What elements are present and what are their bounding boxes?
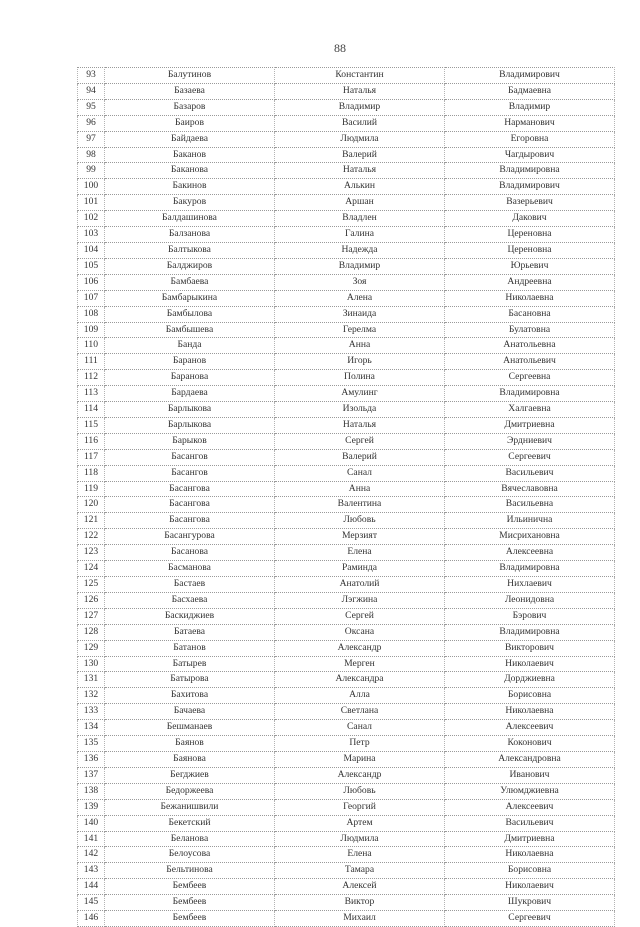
row-number-cell: 107 xyxy=(78,290,105,306)
table-row xyxy=(78,783,615,799)
table-row xyxy=(78,386,615,402)
row-number-cell: 134 xyxy=(78,720,105,736)
first-name-cell: Михаил xyxy=(275,911,445,927)
table-row xyxy=(78,497,615,513)
patronymic-cell: Анатольевна xyxy=(445,338,615,354)
table-row xyxy=(78,179,615,195)
table-row xyxy=(78,704,615,720)
patronymic-cell: Вячеславовна xyxy=(445,481,615,497)
table-row xyxy=(78,640,615,656)
table-row xyxy=(78,751,615,767)
row-number-cell: 101 xyxy=(78,195,105,211)
patronymic-cell: Юрьевич xyxy=(445,258,615,274)
table-row xyxy=(78,274,615,290)
row-number-cell: 94 xyxy=(78,83,105,99)
table-row xyxy=(78,513,615,529)
patronymic-cell: Нарманович xyxy=(445,115,615,131)
patronymic-cell: Николаевич xyxy=(445,879,615,895)
table-row xyxy=(78,831,615,847)
table-row xyxy=(78,99,615,115)
roster-table xyxy=(77,67,615,927)
surname-cell: Банда xyxy=(105,338,275,354)
row-number-cell: 137 xyxy=(78,767,105,783)
table-row xyxy=(78,720,615,736)
table-row xyxy=(78,402,615,418)
table-row xyxy=(78,767,615,783)
row-number-cell: 128 xyxy=(78,624,105,640)
patronymic-cell: Николаевна xyxy=(445,704,615,720)
surname-cell: Бешманаев xyxy=(105,720,275,736)
first-name-cell: Аршан xyxy=(275,195,445,211)
first-name-cell: Виктор xyxy=(275,895,445,911)
surname-cell: Басангова xyxy=(105,497,275,513)
patronymic-cell: Иванович xyxy=(445,767,615,783)
first-name-cell: Владимир xyxy=(275,258,445,274)
patronymic-cell: Дакович xyxy=(445,211,615,227)
patronymic-cell: Николаевич xyxy=(445,656,615,672)
row-number-cell: 112 xyxy=(78,370,105,386)
surname-cell: Батырова xyxy=(105,672,275,688)
row-number-cell: 120 xyxy=(78,497,105,513)
first-name-cell: Владимир xyxy=(275,99,445,115)
first-name-cell: Тамара xyxy=(275,863,445,879)
row-number-cell: 123 xyxy=(78,545,105,561)
surname-cell: Басманова xyxy=(105,561,275,577)
first-name-cell: Светлана xyxy=(275,704,445,720)
table-row xyxy=(78,227,615,243)
table-row xyxy=(78,195,615,211)
first-name-cell: Игорь xyxy=(275,354,445,370)
table-row xyxy=(78,354,615,370)
patronymic-cell: Егоровна xyxy=(445,131,615,147)
table-row xyxy=(78,83,615,99)
surname-cell: Бамбышева xyxy=(105,322,275,338)
surname-cell: Басангов xyxy=(105,465,275,481)
row-number-cell: 106 xyxy=(78,274,105,290)
patronymic-cell: Булатовна xyxy=(445,322,615,338)
table-row xyxy=(78,577,615,593)
table-row xyxy=(78,561,615,577)
table-row xyxy=(78,433,615,449)
patronymic-cell: Мисрихановна xyxy=(445,529,615,545)
first-name-cell: Алькин xyxy=(275,179,445,195)
patronymic-cell: Сергеевна xyxy=(445,370,615,386)
table-row xyxy=(78,322,615,338)
row-number-cell: 93 xyxy=(78,68,105,84)
first-name-cell: Зоя xyxy=(275,274,445,290)
patronymic-cell: Андреевна xyxy=(445,274,615,290)
patronymic-cell: Дмитриевна xyxy=(445,417,615,433)
first-name-cell: Любовь xyxy=(275,783,445,799)
row-number-cell: 121 xyxy=(78,513,105,529)
first-name-cell: Лэгжина xyxy=(275,592,445,608)
surname-cell: Бекетский xyxy=(105,815,275,831)
table-row xyxy=(78,672,615,688)
table-row xyxy=(78,449,615,465)
first-name-cell: Наталья xyxy=(275,83,445,99)
first-name-cell: Анна xyxy=(275,338,445,354)
row-number-cell: 122 xyxy=(78,529,105,545)
first-name-cell: Константин xyxy=(275,68,445,84)
first-name-cell: Сергей xyxy=(275,608,445,624)
first-name-cell: Анна xyxy=(275,481,445,497)
patronymic-cell: Алексеевна xyxy=(445,545,615,561)
row-number-cell: 102 xyxy=(78,211,105,227)
row-number-cell: 113 xyxy=(78,386,105,402)
patronymic-cell: Викторович xyxy=(445,640,615,656)
patronymic-cell: Сергеевич xyxy=(445,911,615,927)
patronymic-cell: Владимировна xyxy=(445,386,615,402)
patronymic-cell: Дорджиевна xyxy=(445,672,615,688)
surname-cell: Бембеев xyxy=(105,911,275,927)
row-number-cell: 129 xyxy=(78,640,105,656)
table-row xyxy=(78,290,615,306)
patronymic-cell: Эрдниевич xyxy=(445,433,615,449)
row-number-cell: 126 xyxy=(78,592,105,608)
surname-cell: Батырев xyxy=(105,656,275,672)
surname-cell: Бежанишвили xyxy=(105,799,275,815)
first-name-cell: Алла xyxy=(275,688,445,704)
row-number-cell: 100 xyxy=(78,179,105,195)
surname-cell: Басанова xyxy=(105,545,275,561)
table-row xyxy=(78,481,615,497)
first-name-cell: Раминда xyxy=(275,561,445,577)
patronymic-cell: Александровна xyxy=(445,751,615,767)
first-name-cell: Наталья xyxy=(275,417,445,433)
surname-cell: Балзанова xyxy=(105,227,275,243)
first-name-cell: Мерзият xyxy=(275,529,445,545)
row-number-cell: 105 xyxy=(78,258,105,274)
page-number: 88 xyxy=(334,41,346,55)
first-name-cell: Зинаида xyxy=(275,306,445,322)
first-name-cell: Изольда xyxy=(275,402,445,418)
patronymic-cell: Коконович xyxy=(445,736,615,752)
surname-cell: Балтыкова xyxy=(105,242,275,258)
table-row xyxy=(78,863,615,879)
row-number-cell: 132 xyxy=(78,688,105,704)
patronymic-cell: Борисовна xyxy=(445,688,615,704)
first-name-cell: Санал xyxy=(275,720,445,736)
patronymic-cell: Дмитриевна xyxy=(445,831,615,847)
row-number-cell: 146 xyxy=(78,911,105,927)
table-row xyxy=(78,163,615,179)
row-number-cell: 115 xyxy=(78,417,105,433)
surname-cell: Бакинов xyxy=(105,179,275,195)
row-number-cell: 143 xyxy=(78,863,105,879)
row-number-cell: 140 xyxy=(78,815,105,831)
patronymic-cell: Бадмаевна xyxy=(445,83,615,99)
first-name-cell: Надежда xyxy=(275,242,445,258)
surname-cell: Бембеев xyxy=(105,879,275,895)
row-number-cell: 138 xyxy=(78,783,105,799)
row-number-cell: 103 xyxy=(78,227,105,243)
table-row xyxy=(78,815,615,831)
surname-cell: Бамбарыкина xyxy=(105,290,275,306)
first-name-cell: Петр xyxy=(275,736,445,752)
table-row xyxy=(78,417,615,433)
table-row xyxy=(78,465,615,481)
row-number-cell: 124 xyxy=(78,561,105,577)
table-row xyxy=(78,656,615,672)
first-name-cell: Сергей xyxy=(275,433,445,449)
first-name-cell: Санал xyxy=(275,465,445,481)
surname-cell: Баиров xyxy=(105,115,275,131)
first-name-cell: Амулинг xyxy=(275,386,445,402)
surname-cell: Басангова xyxy=(105,513,275,529)
surname-cell: Баранова xyxy=(105,370,275,386)
surname-cell: Белоусова xyxy=(105,847,275,863)
table-row xyxy=(78,258,615,274)
row-number-cell: 145 xyxy=(78,895,105,911)
row-number-cell: 95 xyxy=(78,99,105,115)
table-row xyxy=(78,115,615,131)
roster-body xyxy=(78,68,615,927)
patronymic-cell: Басановна xyxy=(445,306,615,322)
first-name-cell: Александра xyxy=(275,672,445,688)
table-row xyxy=(78,211,615,227)
table-row xyxy=(78,847,615,863)
patronymic-cell: Улюмджиевна xyxy=(445,783,615,799)
patronymic-cell: Владимирович xyxy=(445,68,615,84)
patronymic-cell: Нихлаевич xyxy=(445,577,615,593)
table-row xyxy=(78,895,615,911)
patronymic-cell: Чагдырович xyxy=(445,147,615,163)
patronymic-cell: Николаевна xyxy=(445,290,615,306)
patronymic-cell: Цереновна xyxy=(445,242,615,258)
surname-cell: Бедоржеева xyxy=(105,783,275,799)
patronymic-cell: Бэрович xyxy=(445,608,615,624)
surname-cell: Баянов xyxy=(105,736,275,752)
first-name-cell: Александр xyxy=(275,767,445,783)
surname-cell: Бамбылова xyxy=(105,306,275,322)
table-row xyxy=(78,911,615,927)
table-row xyxy=(78,545,615,561)
row-number-cell: 141 xyxy=(78,831,105,847)
surname-cell: Басхаева xyxy=(105,592,275,608)
first-name-cell: Людмила xyxy=(275,131,445,147)
row-number-cell: 116 xyxy=(78,433,105,449)
first-name-cell: Оксана xyxy=(275,624,445,640)
surname-cell: Баранов xyxy=(105,354,275,370)
surname-cell: Балутинов xyxy=(105,68,275,84)
patronymic-cell: Цереновна xyxy=(445,227,615,243)
patronymic-cell: Васильевна xyxy=(445,497,615,513)
row-number-cell: 117 xyxy=(78,449,105,465)
patronymic-cell: Алексеевич xyxy=(445,720,615,736)
surname-cell: Бембеев xyxy=(105,895,275,911)
surname-cell: Бардаева xyxy=(105,386,275,402)
surname-cell: Баканов xyxy=(105,147,275,163)
surname-cell: Балдашинова xyxy=(105,211,275,227)
surname-cell: Батанов xyxy=(105,640,275,656)
first-name-cell: Валентина xyxy=(275,497,445,513)
row-number-cell: 130 xyxy=(78,656,105,672)
row-number-cell: 110 xyxy=(78,338,105,354)
surname-cell: Барлыкова xyxy=(105,402,275,418)
patronymic-cell: Сергеевич xyxy=(445,449,615,465)
patronymic-cell: Николаевна xyxy=(445,847,615,863)
row-number-cell: 114 xyxy=(78,402,105,418)
first-name-cell: Мерген xyxy=(275,656,445,672)
surname-cell: Баскиджиев xyxy=(105,608,275,624)
patronymic-cell: Владимировна xyxy=(445,561,615,577)
table-row xyxy=(78,338,615,354)
patronymic-cell: Анатольевич xyxy=(445,354,615,370)
patronymic-cell: Шукрович xyxy=(445,895,615,911)
first-name-cell: Любовь xyxy=(275,513,445,529)
surname-cell: Батаева xyxy=(105,624,275,640)
table-row xyxy=(78,736,615,752)
first-name-cell: Галина xyxy=(275,227,445,243)
row-number-cell: 99 xyxy=(78,163,105,179)
row-number-cell: 133 xyxy=(78,704,105,720)
row-number-cell: 125 xyxy=(78,577,105,593)
first-name-cell: Алена xyxy=(275,290,445,306)
first-name-cell: Валерий xyxy=(275,147,445,163)
surname-cell: Бельтинова xyxy=(105,863,275,879)
patronymic-cell: Васильевич xyxy=(445,815,615,831)
table-row xyxy=(78,529,615,545)
row-number-cell: 136 xyxy=(78,751,105,767)
patronymic-cell: Владимир xyxy=(445,99,615,115)
row-number-cell: 96 xyxy=(78,115,105,131)
row-number-cell: 109 xyxy=(78,322,105,338)
surname-cell: Барыков xyxy=(105,433,275,449)
surname-cell: Баканова xyxy=(105,163,275,179)
row-number-cell: 108 xyxy=(78,306,105,322)
first-name-cell: Владлен xyxy=(275,211,445,227)
first-name-cell: Людмила xyxy=(275,831,445,847)
first-name-cell: Александр xyxy=(275,640,445,656)
first-name-cell: Наталья xyxy=(275,163,445,179)
patronymic-cell: Вазерьевич xyxy=(445,195,615,211)
patronymic-cell: Васильевич xyxy=(445,465,615,481)
table-row xyxy=(78,68,615,84)
table-row xyxy=(78,147,615,163)
table-row xyxy=(78,608,615,624)
surname-cell: Беланова xyxy=(105,831,275,847)
first-name-cell: Елена xyxy=(275,847,445,863)
surname-cell: Барлыкова xyxy=(105,417,275,433)
patronymic-cell: Алексеевич xyxy=(445,799,615,815)
first-name-cell: Георгий xyxy=(275,799,445,815)
table-row xyxy=(78,131,615,147)
row-number-cell: 118 xyxy=(78,465,105,481)
table-row xyxy=(78,879,615,895)
surname-cell: Бамбаева xyxy=(105,274,275,290)
table-row xyxy=(78,306,615,322)
row-number-cell: 119 xyxy=(78,481,105,497)
row-number-cell: 131 xyxy=(78,672,105,688)
surname-cell: Базаева xyxy=(105,83,275,99)
surname-cell: Бахитова xyxy=(105,688,275,704)
row-number-cell: 111 xyxy=(78,354,105,370)
first-name-cell: Валерий xyxy=(275,449,445,465)
row-number-cell: 144 xyxy=(78,879,105,895)
first-name-cell: Василий xyxy=(275,115,445,131)
surname-cell: Бегджиев xyxy=(105,767,275,783)
table-row xyxy=(78,242,615,258)
first-name-cell: Марина xyxy=(275,751,445,767)
surname-cell: Басангова xyxy=(105,481,275,497)
row-number-cell: 98 xyxy=(78,147,105,163)
row-number-cell: 97 xyxy=(78,131,105,147)
table-row xyxy=(78,370,615,386)
table-row xyxy=(78,592,615,608)
table-row xyxy=(78,688,615,704)
surname-cell: Бакуров xyxy=(105,195,275,211)
table-row xyxy=(78,799,615,815)
surname-cell: Байдаева xyxy=(105,131,275,147)
patronymic-cell: Владимирович xyxy=(445,179,615,195)
patronymic-cell: Леонидовна xyxy=(445,592,615,608)
surname-cell: Басангов xyxy=(105,449,275,465)
first-name-cell: Полина xyxy=(275,370,445,386)
first-name-cell: Герелма xyxy=(275,322,445,338)
patronymic-cell: Халгаевна xyxy=(445,402,615,418)
row-number-cell: 142 xyxy=(78,847,105,863)
row-number-cell: 104 xyxy=(78,242,105,258)
surname-cell: Баянова xyxy=(105,751,275,767)
row-number-cell: 139 xyxy=(78,799,105,815)
surname-cell: Балджиров xyxy=(105,258,275,274)
patronymic-cell: Владимировна xyxy=(445,624,615,640)
surname-cell: Басангурова xyxy=(105,529,275,545)
first-name-cell: Артем xyxy=(275,815,445,831)
surname-cell: Бастаев xyxy=(105,577,275,593)
first-name-cell: Алексей xyxy=(275,879,445,895)
first-name-cell: Елена xyxy=(275,545,445,561)
table-row xyxy=(78,624,615,640)
patronymic-cell: Владимировна xyxy=(445,163,615,179)
patronymic-cell: Борисовна xyxy=(445,863,615,879)
surname-cell: Базаров xyxy=(105,99,275,115)
row-number-cell: 135 xyxy=(78,736,105,752)
row-number-cell: 127 xyxy=(78,608,105,624)
patronymic-cell: Ильинична xyxy=(445,513,615,529)
surname-cell: Бачаева xyxy=(105,704,275,720)
first-name-cell: Анатолий xyxy=(275,577,445,593)
